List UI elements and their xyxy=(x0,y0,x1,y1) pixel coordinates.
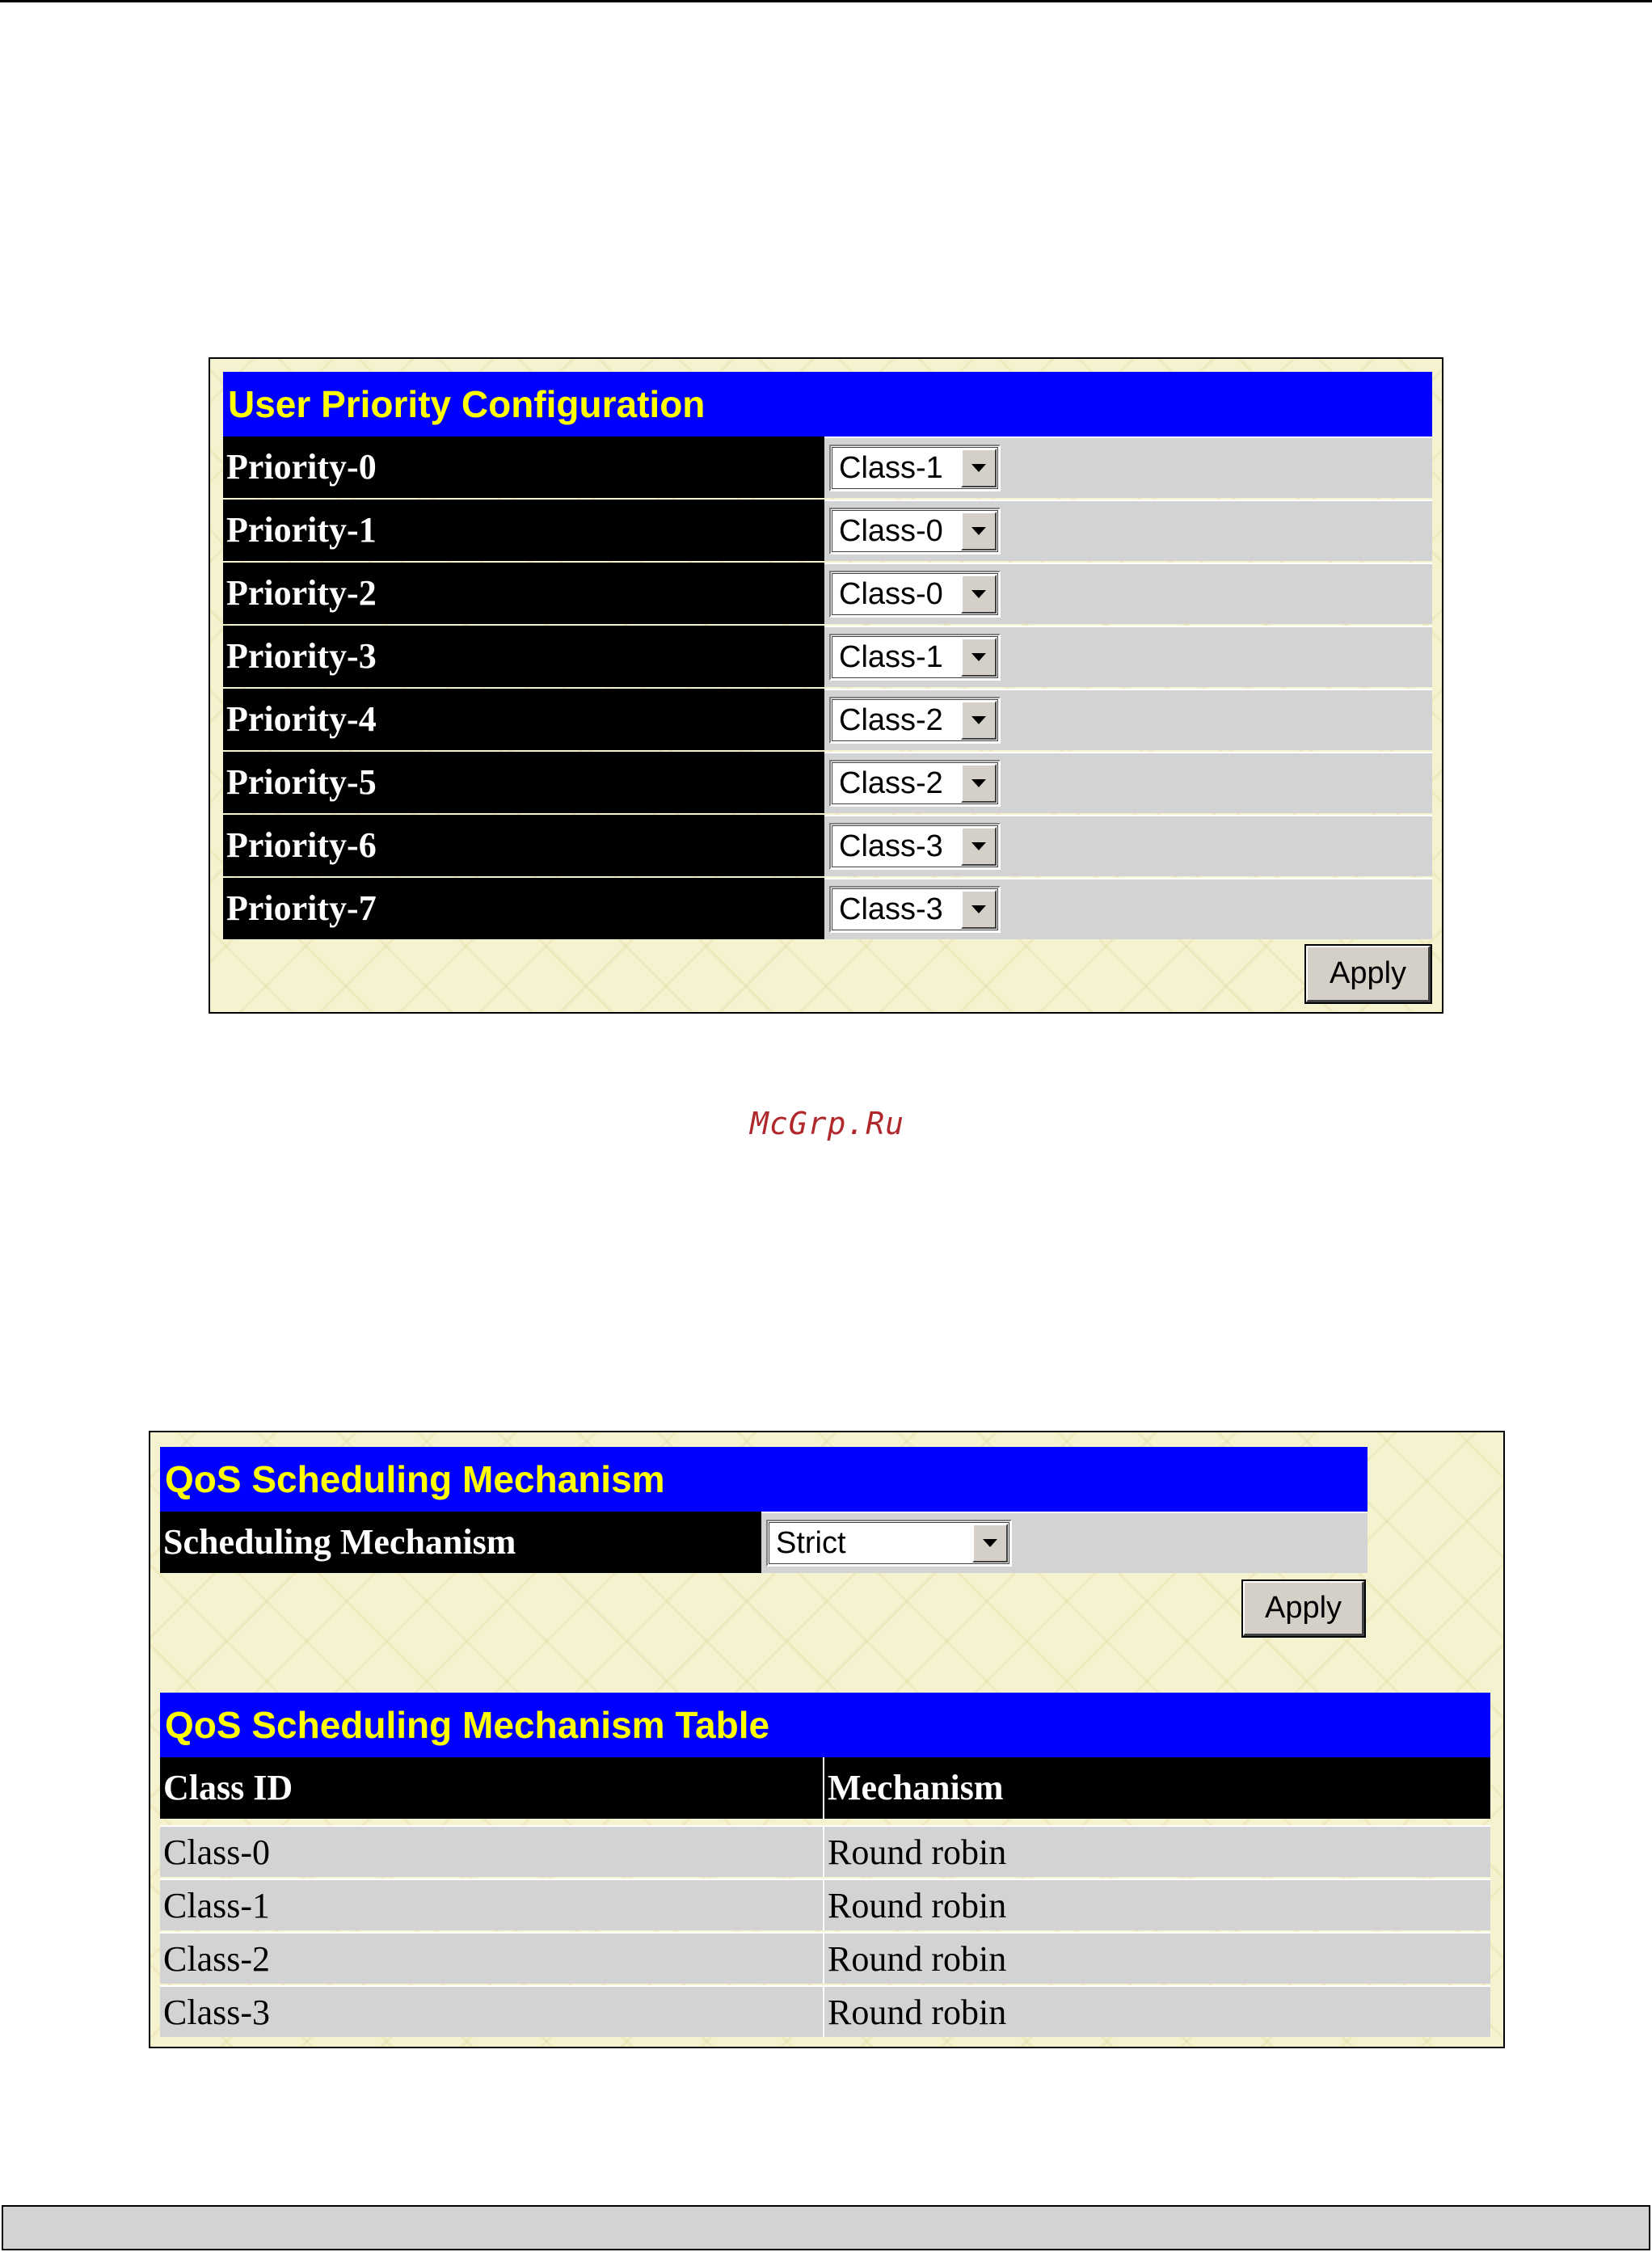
chevron-down-icon xyxy=(971,716,986,724)
dropdown-button[interactable] xyxy=(972,1524,1008,1562)
table-row xyxy=(160,1932,1490,1984)
priority-class-select[interactable] xyxy=(829,886,1001,933)
chevron-down-icon xyxy=(971,905,986,913)
column-header-mechanism: Mechanism xyxy=(823,1757,1490,1819)
priority-row-3 xyxy=(223,626,1432,687)
priority-value-cell xyxy=(824,626,1432,687)
select-value: Class-1 xyxy=(839,640,943,674)
priority-label: Priority-6 xyxy=(223,815,824,876)
chevron-down-icon xyxy=(971,590,986,598)
priority-row-7 xyxy=(223,878,1432,939)
table-row xyxy=(160,1985,1490,2037)
select-value: Class-3 xyxy=(839,829,943,863)
select-value: Class-0 xyxy=(839,514,943,548)
scheduling-mechanism-cell xyxy=(761,1512,1368,1573)
select-value: Class-3 xyxy=(839,892,943,926)
priority-value-cell xyxy=(824,815,1432,876)
scheduling-mechanism-label: Scheduling Mechanism xyxy=(160,1512,761,1573)
dropdown-button[interactable] xyxy=(961,575,997,614)
priority-label: Priority-5 xyxy=(223,752,824,813)
table-row xyxy=(160,1825,1490,1877)
priority-value-cell xyxy=(824,500,1432,561)
priority-label: Priority-7 xyxy=(223,878,824,939)
dropdown-button[interactable] xyxy=(961,701,997,740)
dropdown-button[interactable] xyxy=(961,449,997,487)
dropdown-button[interactable] xyxy=(961,764,997,803)
table-row xyxy=(160,1879,1490,1930)
priority-row-5 xyxy=(223,752,1432,813)
select-value: Strict xyxy=(776,1526,846,1560)
priority-label: Priority-0 xyxy=(223,436,824,498)
priority-row-6 xyxy=(223,815,1432,876)
qos-table-title: QoS Scheduling Mechanism Table xyxy=(160,1693,1490,1757)
qos-scheduling-title: QoS Scheduling Mechanism xyxy=(160,1447,1368,1512)
priority-class-select[interactable] xyxy=(829,760,1001,807)
dropdown-button[interactable] xyxy=(961,827,997,866)
dropdown-button[interactable] xyxy=(961,638,997,677)
priority-class-select[interactable] xyxy=(829,571,1001,618)
priority-value-cell xyxy=(824,563,1432,624)
class-id-cell: Class-0 xyxy=(160,1825,823,1877)
column-header-class-id: Class ID xyxy=(160,1757,823,1819)
chevron-down-icon xyxy=(971,842,986,850)
priority-class-select[interactable] xyxy=(829,445,1001,491)
priority-label: Priority-4 xyxy=(223,689,824,750)
chevron-down-icon xyxy=(971,464,986,472)
select-value: Class-1 xyxy=(839,451,943,485)
priority-class-select[interactable] xyxy=(829,823,1001,870)
chevron-down-icon xyxy=(971,653,986,661)
scheduling-mechanism-row xyxy=(160,1512,1368,1573)
table-header-row xyxy=(160,1757,1490,1819)
mechanism-cell: Round robin xyxy=(823,1932,1490,1984)
priority-row-2 xyxy=(223,563,1432,624)
chevron-down-icon xyxy=(971,779,986,787)
mechanism-cell: Round robin xyxy=(823,1879,1490,1930)
mechanism-cell: Round robin xyxy=(823,1985,1490,2037)
chevron-down-icon xyxy=(971,527,986,535)
priority-label: Priority-2 xyxy=(223,563,824,624)
user-priority-panel xyxy=(209,357,1443,1014)
select-value: Class-0 xyxy=(839,577,943,611)
apply-button[interactable]: Apply xyxy=(1243,1581,1364,1636)
qos-scheduling-panel xyxy=(149,1431,1505,2048)
priority-value-cell xyxy=(824,878,1432,939)
priority-class-select[interactable] xyxy=(829,697,1001,744)
scheduling-mechanism-select[interactable] xyxy=(766,1520,1012,1567)
priority-row-1 xyxy=(223,500,1432,561)
class-id-cell: Class-2 xyxy=(160,1932,823,1984)
priority-class-select[interactable] xyxy=(829,508,1001,555)
priority-label: Priority-1 xyxy=(223,500,824,561)
priority-value-cell xyxy=(824,436,1432,498)
priority-row-0 xyxy=(223,436,1432,498)
priority-label: Priority-3 xyxy=(223,626,824,687)
class-id-cell: Class-1 xyxy=(160,1879,823,1930)
user-priority-title: User Priority Configuration xyxy=(223,372,1432,436)
watermark: McGrp.Ru xyxy=(750,1106,905,1141)
select-value: Class-2 xyxy=(839,766,943,800)
dropdown-button[interactable] xyxy=(961,512,997,550)
mechanism-cell: Round robin xyxy=(823,1825,1490,1877)
select-value: Class-2 xyxy=(839,703,943,737)
priority-row-4 xyxy=(223,689,1432,750)
priority-value-cell xyxy=(824,752,1432,813)
priority-value-cell xyxy=(824,689,1432,750)
class-id-cell: Class-3 xyxy=(160,1985,823,2037)
footer-bar xyxy=(2,2205,1650,2250)
top-rule xyxy=(0,0,1652,2)
apply-button[interactable]: Apply xyxy=(1306,946,1431,1002)
dropdown-button[interactable] xyxy=(961,890,997,929)
chevron-down-icon xyxy=(983,1539,997,1547)
priority-class-select[interactable] xyxy=(829,634,1001,681)
